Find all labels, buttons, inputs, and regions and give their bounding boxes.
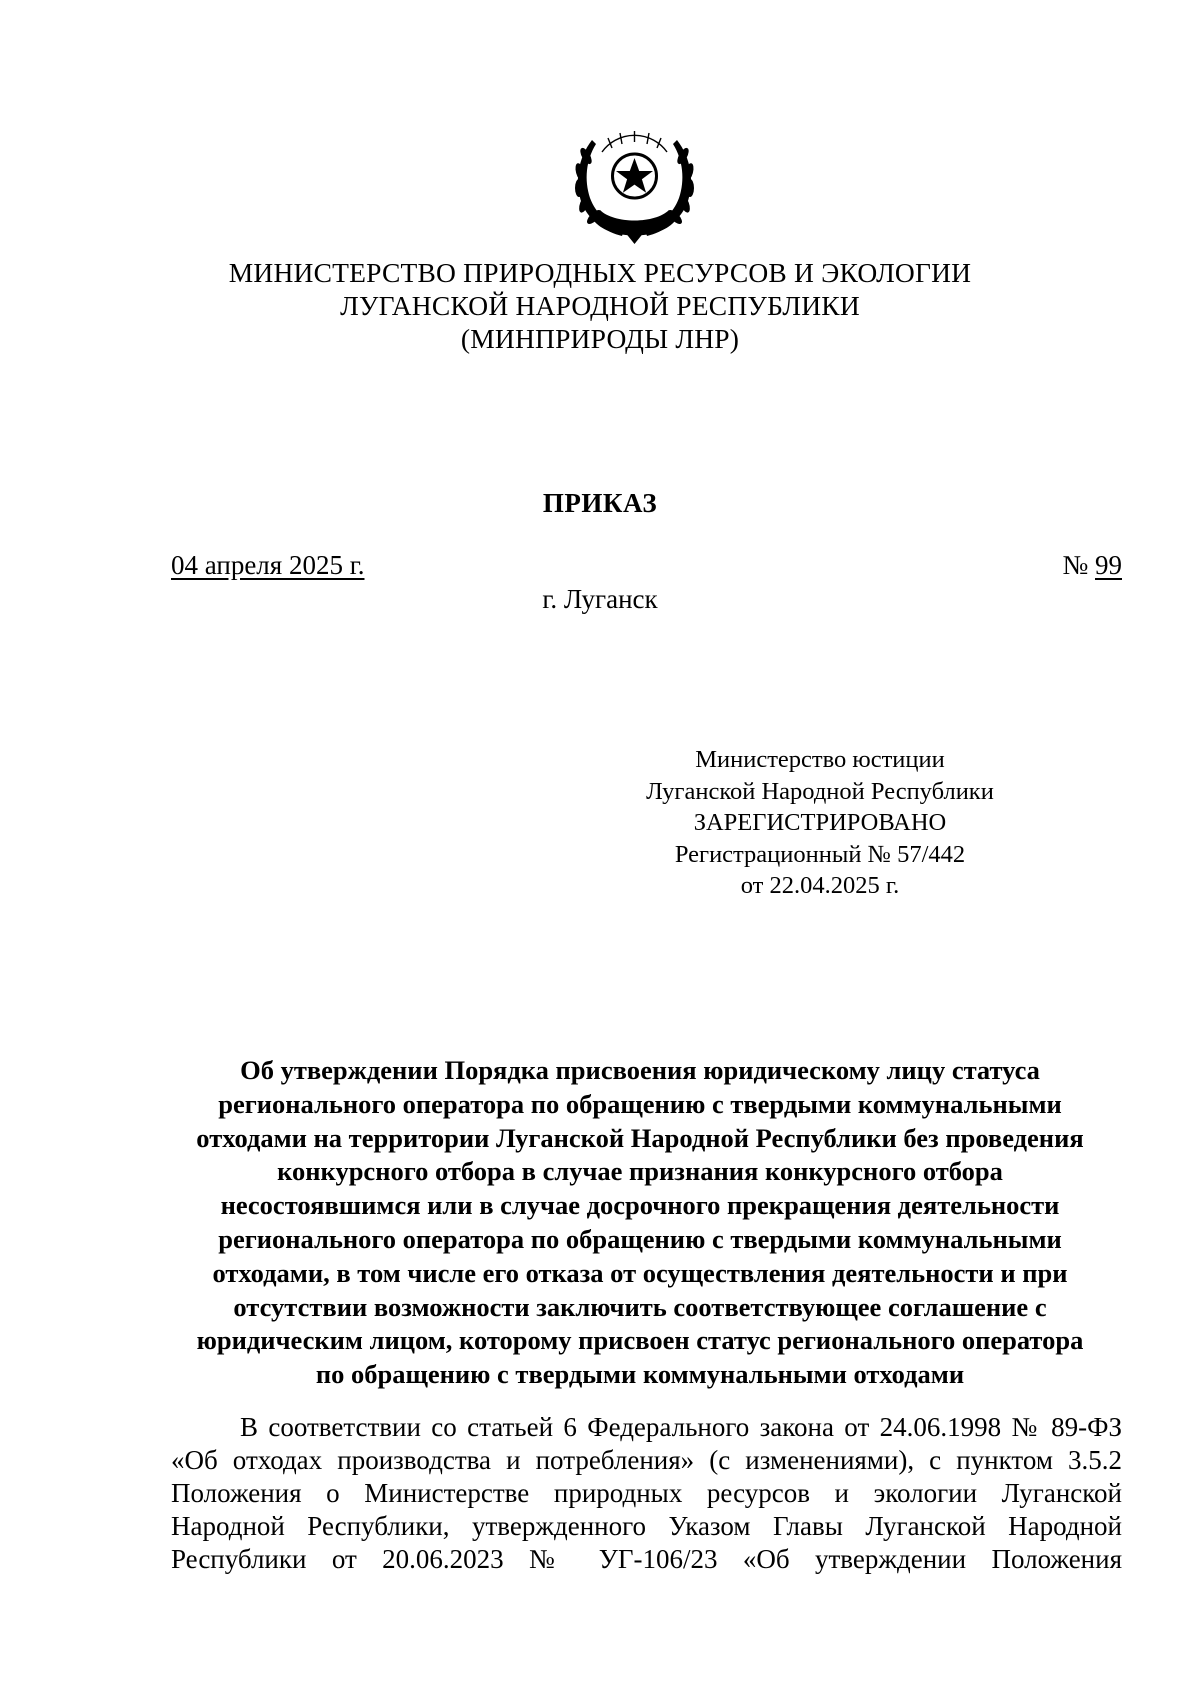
- registration-stamp: [600, 744, 1040, 902]
- ministry-header-line: ЛУГАНСКОЙ НАРОДНОЙ РЕСПУБЛИКИ: [340, 290, 860, 321]
- registration-line: от 22.04.2025 г.: [740, 872, 900, 899]
- coat-of-arms-emblem: [562, 118, 707, 246]
- document-subject: [160, 1054, 1120, 1392]
- subject-line: регионального оператора по обращению с твердыми коммунальными: [218, 1088, 1062, 1119]
- subject-line: несостоявшимся или в случае досрочного прекращения деятельности: [220, 1190, 1060, 1221]
- registration-line: ЗАРЕГИСТРИРОВАНО: [693, 809, 947, 836]
- subject-line: отходами на территории Луганской Народной Республики без проведения: [196, 1122, 1084, 1153]
- registration-line: Регистрационный № 57/442: [674, 840, 966, 868]
- subject-line: отходами, в том числе его отказа от осуществления деятельности и при: [212, 1257, 1068, 1288]
- ministry-header-line: МИНИСТЕРСТВО ПРИРОДНЫХ РЕСУРСОВ И ЭКОЛОГИИ: [228, 257, 972, 288]
- subject-line: по обращению с твердыми коммунальными отходами: [315, 1359, 965, 1390]
- body-line: «Об отходах производства и потребления» (с изменениями), с пунктом 3.5.2: [171, 1445, 1122, 1475]
- ministry-header: [0, 256, 1200, 355]
- document-number: [1062, 550, 1122, 581]
- document-city: г. Луганск: [542, 584, 658, 614]
- body-line: Народной Республики, утвержденного Указом Главы Луганской Народной: [171, 1511, 1122, 1541]
- body-paragraph: [171, 1411, 1122, 1576]
- number-prefix: №: [1062, 550, 1089, 580]
- document-date: 04 апреля 2025 г.: [171, 550, 365, 580]
- subject-line: юридическим лицом, которому присвоен статус регионального оператора: [196, 1325, 1084, 1356]
- document-type-title: ПРИКАЗ: [542, 488, 658, 518]
- body-line: Положения о Министерстве природных ресурсов и экологии Луганской: [171, 1478, 1122, 1508]
- registration-line: Луганской Народной Республики: [646, 777, 994, 805]
- body-line: Республики от 20.06.2023 № УГ-106/23 «Об утверждении Положения: [171, 1544, 1122, 1574]
- subject-line: Об утверждении Порядка присвоения юридическому лицу статуса: [240, 1055, 1040, 1085]
- ministry-header-line: (МИНПРИРОДЫ ЛНР): [460, 323, 740, 354]
- number-value: 99: [1095, 550, 1122, 580]
- body-line-text: В соответствии со статьей 6 Федерального закона от 24.06.1998 № 89-ФЗ: [240, 1412, 1122, 1442]
- body-line: [171, 1411, 1122, 1444]
- subject-line: регионального оператора по обращению с твердыми коммунальными: [218, 1223, 1062, 1254]
- subject-line: отсутствии возможности заключить соответствующее соглашение с: [233, 1291, 1047, 1322]
- registration-line: Министерство юстиции: [695, 746, 945, 773]
- subject-line: конкурсного отбора в случае признания конкурсного отбора: [277, 1156, 1003, 1187]
